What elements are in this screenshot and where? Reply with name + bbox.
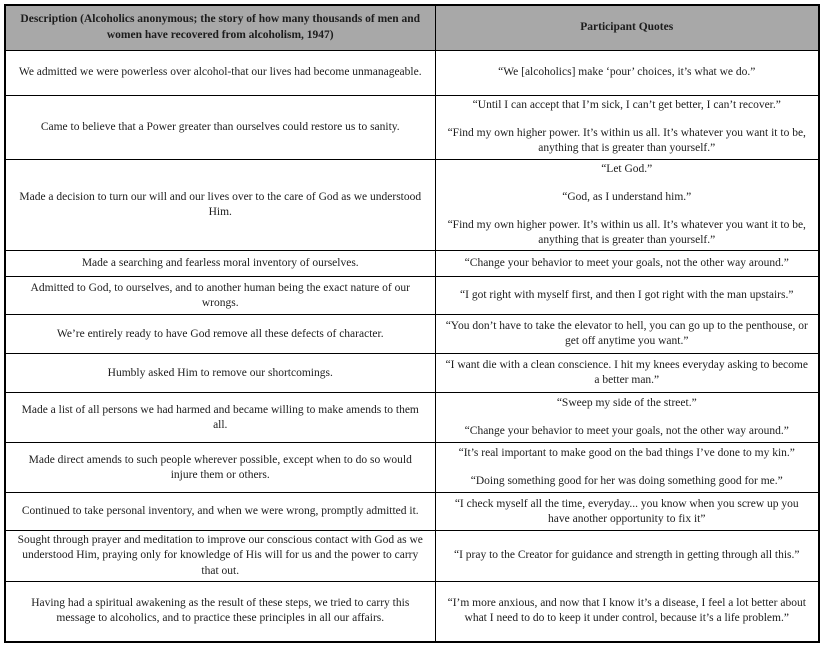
table-row [5, 581, 819, 642]
description-text: Made a decision to turn our will and our lives over to the care of God as we understood Him. [19, 190, 422, 218]
description-text: Made a searching and fearless moral inventory of ourselves. [81, 257, 359, 270]
description-cell [5, 393, 435, 443]
table-row [5, 251, 819, 277]
description-text: We admitted we were powerless over alcohol-that our lives had become unmanageable. [18, 66, 422, 79]
quotes-cell [435, 393, 819, 443]
quotes-cell [435, 51, 819, 96]
description-cell [5, 493, 435, 531]
table-row [5, 159, 819, 251]
table-row [5, 51, 819, 96]
description-cell [5, 96, 435, 160]
table-row [5, 531, 819, 582]
description-cell [5, 581, 435, 642]
quotes-cell [435, 443, 819, 493]
quotes-cell [435, 581, 819, 642]
table-row [5, 493, 819, 531]
col-header-description: Description (Alcoholics anonymous; the story of how many thousands of men and women have recovered from alcoholism, 1947) [5, 5, 435, 51]
table-header [5, 5, 819, 51]
col-header-participant-quotes: Participant Quotes [435, 5, 819, 51]
table-row [5, 393, 819, 443]
table-row [5, 315, 819, 354]
table-body [5, 51, 819, 642]
quotes-cell [435, 251, 819, 277]
participant-quote: “Until I can accept that I’m sick, I can’t get better, I can’t recover.” [472, 99, 781, 111]
description-text: Made a list of all persons we had harmed and became willing to make amends to them all. [21, 403, 419, 431]
quotes-cell [435, 159, 819, 251]
description-text: Admitted to God, to ourselves, and to another human being the exact nature of our wrongs. [30, 281, 410, 309]
description-text: Came to believe that a Power greater than ourselves could restore us to sanity. [40, 120, 400, 133]
description-cell [5, 277, 435, 315]
aa-steps-table [4, 4, 820, 643]
participant-quote: “I got right with myself first, and then I got right with the man upstairs.” [460, 289, 794, 302]
description-cell [5, 315, 435, 354]
description-cell [5, 51, 435, 96]
description-text: Humbly asked Him to remove our shortcomings. [107, 366, 333, 379]
description-text: We’re entirely ready to have God remove all these defects of character. [56, 327, 384, 340]
participant-quote: “Find my own higher power. It’s within us all. It’s whatever you want it to be, anything that is greater than yourself.” [447, 218, 806, 247]
description-cell [5, 443, 435, 493]
participant-quote: “Change your behavior to meet your goals, not the other way around.” [464, 425, 789, 438]
participant-quote: “God, as I understand him.” [562, 190, 692, 203]
table-row [5, 96, 819, 160]
participant-quote: “It’s real important to make good on the bad things I’ve done to my kin.” [458, 447, 795, 460]
description-text: Made direct amends to such people wherever possible, except when to do so would injure them or others. [28, 453, 412, 481]
description-cell [5, 531, 435, 582]
participant-quote: “Doing something good for her was doing something good for me.” [470, 475, 783, 488]
header-row [5, 5, 819, 51]
participant-quote: “Find my own higher power. It’s within us all. It’s whatever you want it to be, anything that is greater than yourself.” [447, 127, 806, 155]
description-cell [5, 354, 435, 393]
participant-quote: “I pray to the Creator for guidance and strength in getting through all this.” [453, 549, 800, 562]
participant-quote: “I’m more anxious, and now that I know it’s a disease, I feel a lot better about what I need to do to keep it under control, because it’s a life problem.” [447, 597, 806, 625]
description-text: Sought through prayer and meditation to improve our conscious contact with God as we understood Him, praying only for knowledge of His will for us and the power to carry that out. [17, 534, 423, 577]
participant-quote: “We [alcoholics] make ‘pour’ choices, it’s what we do.” [498, 66, 756, 79]
quotes-cell [435, 96, 819, 160]
table-row [5, 443, 819, 493]
quotes-cell [435, 315, 819, 354]
description-cell [5, 159, 435, 251]
participant-quote: “Change your behavior to meet your goals, not the other way around.” [464, 257, 789, 270]
description-cell [5, 251, 435, 277]
quotes-cell [435, 531, 819, 582]
table-row [5, 354, 819, 393]
description-text: Having had a spiritual awakening as the result of these steps, we tried to carry this message to alcoholics, and to practice these principles in all our affairs. [31, 597, 410, 625]
participant-quote: “You don’t have to take the elevator to hell, you can go up to the penthouse, or get off anytime you want.” [445, 320, 808, 348]
quotes-cell [435, 277, 819, 315]
quotes-cell [435, 354, 819, 393]
participant-quote: “I check myself all the time, everyday... you know when you screw up you have another opportunity to fix it” [454, 497, 799, 525]
participant-quote: “I want die with a clean conscience. I hit my knees everyday asking to become a better man.” [445, 359, 808, 387]
participant-quote: “Sweep my side of the street.” [556, 397, 697, 410]
description-text: Continued to take personal inventory, and when we were wrong, promptly admitted it. [21, 505, 419, 518]
participant-quote: “Let God.” [601, 162, 653, 175]
quotes-cell [435, 493, 819, 531]
table-row [5, 277, 819, 315]
